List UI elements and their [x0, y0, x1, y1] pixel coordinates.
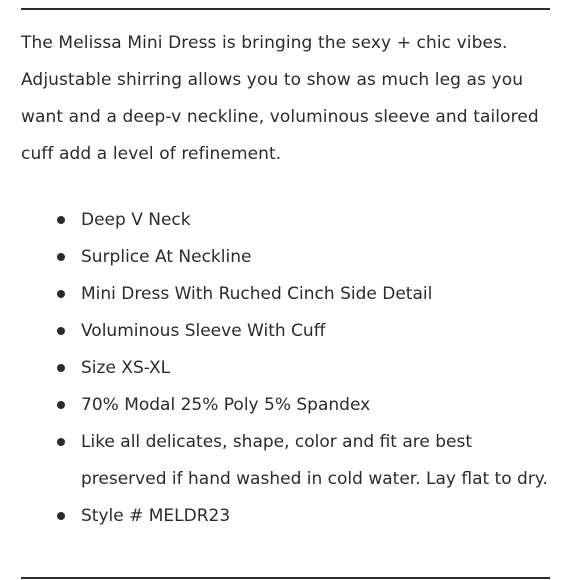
feature-item	[0, 424, 580, 498]
feature-text: 70% Modal 25% Poly 5% Spandex	[81, 395, 371, 415]
bullet-icon	[57, 438, 65, 446]
bullet-icon	[57, 216, 65, 224]
feature-text: Voluminous Sleeve With Cuff	[81, 321, 326, 341]
feature-text: Size XS-XL	[81, 358, 171, 378]
bullet-icon	[57, 327, 65, 335]
feature-list	[0, 202, 580, 535]
feature-text: Mini Dress With Ruched Cinch Side Detail	[81, 284, 433, 304]
feature-item	[0, 202, 580, 239]
bullet-icon	[57, 253, 65, 261]
feature-item	[0, 313, 580, 350]
top-divider	[21, 8, 550, 10]
bullet-icon	[57, 364, 65, 372]
feature-item	[0, 498, 580, 535]
bullet-icon	[57, 401, 65, 409]
feature-text: Surplice At Neckline	[81, 247, 252, 267]
feature-text: Deep V Neck	[81, 210, 191, 230]
product-description: The Melissa Mini Dress is bringing the sexy + chic vibes. Adjustable shirring allows you to show as much leg as you want and a deep-v neckline, voluminous sleeve and tailored cuff add a level of refinement.	[21, 33, 539, 164]
feature-item	[0, 350, 580, 387]
bottom-divider	[21, 577, 550, 579]
feature-text: Style # MELDR23	[81, 506, 231, 526]
feature-item	[0, 276, 580, 313]
bullet-icon	[57, 512, 65, 520]
feature-item	[0, 239, 580, 276]
feature-item	[0, 387, 580, 424]
bullet-icon	[57, 290, 65, 298]
feature-text: Like all delicates, shape, color and fit are best preserved if hand washed in cold water. Lay flat to dry.	[81, 432, 548, 489]
